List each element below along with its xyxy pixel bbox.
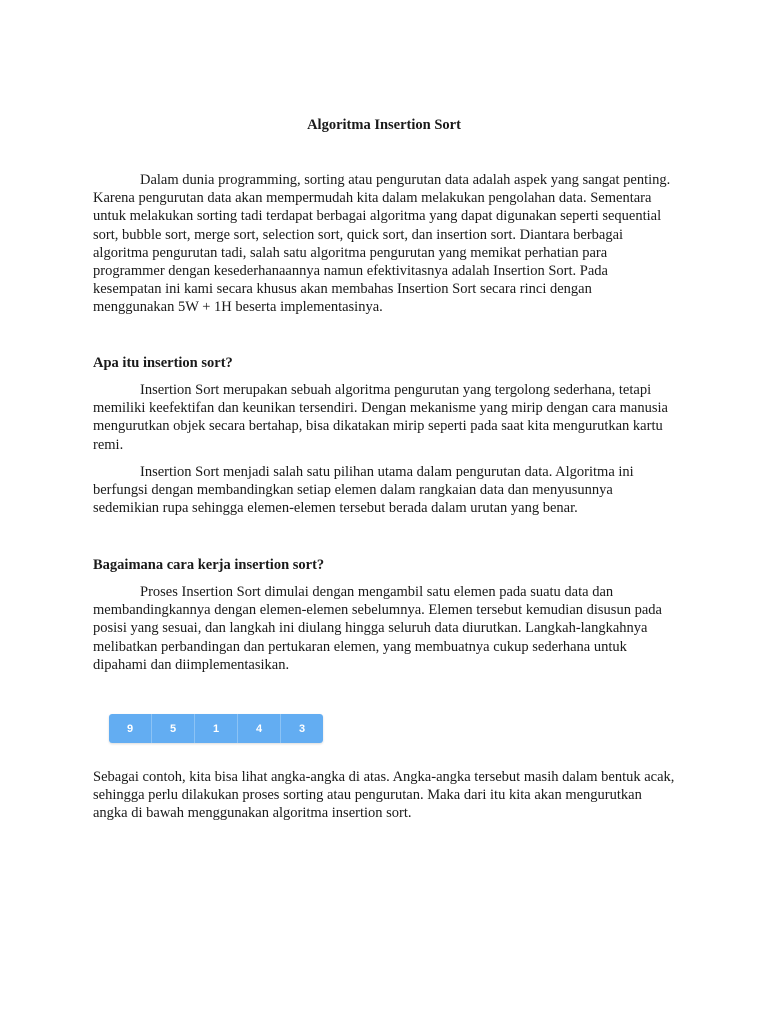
- array-cell: 3: [281, 714, 323, 743]
- array-cell: 1: [195, 714, 238, 743]
- document-title: Algoritma Insertion Sort: [307, 117, 461, 133]
- section-how-paragraph-1: Proses Insertion Sort dimulai dengan mengambil satu elemen pada suatu data dan membandingkannya dengan elemen-elemen sebelumnya. Elemen tersebut kemudian disusun pada posisi yang sesuai, dan langkah ini diulang hingga seluruh data diurutkan. Langkah-langkahnya melibatkan perbandingan dan pertukaran elemen, yang membuatnya cukup sederhana untuk dipahami dan diimplementasikan.: [93, 584, 662, 673]
- number-array-figure: [109, 714, 323, 743]
- section-heading-how: Bagaimana cara kerja insertion sort?: [93, 557, 325, 573]
- section-heading-what: Apa itu insertion sort?: [93, 355, 233, 371]
- array-cell: 5: [152, 714, 195, 743]
- array-cell: 9: [109, 714, 152, 743]
- section-what-paragraph-2: Insertion Sort menjadi salah satu pilihan utama dalam pengurutan data. Algoritma ini berfungsi dengan membandingkan setiap elemen dalam rangkaian data dan menyusunnya sedemikian rupa sehingga elemen-elemen tersebut berada dalam urutan yang benar.: [93, 464, 634, 517]
- closing-paragraph: Sebagai contoh, kita bisa lihat angka-angka di atas. Angka-angka tersebut masih dalam bentuk acak, sehingga perlu dilakukan proses sorting atau pengurutan. Maka dari itu kita akan mengurutkan angka di bawah menggunakan algoritma insertion sort.: [93, 769, 675, 822]
- section-what-paragraph-1: Insertion Sort merupakan sebuah algoritma pengurutan yang tergolong sederhana, tetapi memiliki keefektifan dan keunikan tersendiri. Dengan mekanisme yang mirip dengan cara manusia mengurutkan objek secara bertahap, bisa dikatakan mirip seperti pada saat kita mengurutkan kartu remi.: [93, 382, 668, 453]
- array-cell: 4: [238, 714, 281, 743]
- intro-paragraph: Dalam dunia programming, sorting atau pengurutan data adalah aspek yang sangat penting. Karena pengurutan data akan mempermudah kita dalam melakukan pengolahan data. Sementara untuk melakukan sorting tadi terdapat berbagai algoritma yang dapat digunakan seperti sequential sort, bubble sort, merge sort, selection sort, quick sort, dan insertion sort. Diantara berbagai algoritma pengurutan tadi, salah satu algoritma pengurutan yang memikat perhatian para programmer dengan kesederhanaannya namun efektivitasnya adalah Insertion Sort. Pada kesempatan ini kami secara khusus akan membahas Insertion Sort secara rinci dengan menggunakan 5W + 1H beserta implementasinya.: [93, 172, 671, 316]
